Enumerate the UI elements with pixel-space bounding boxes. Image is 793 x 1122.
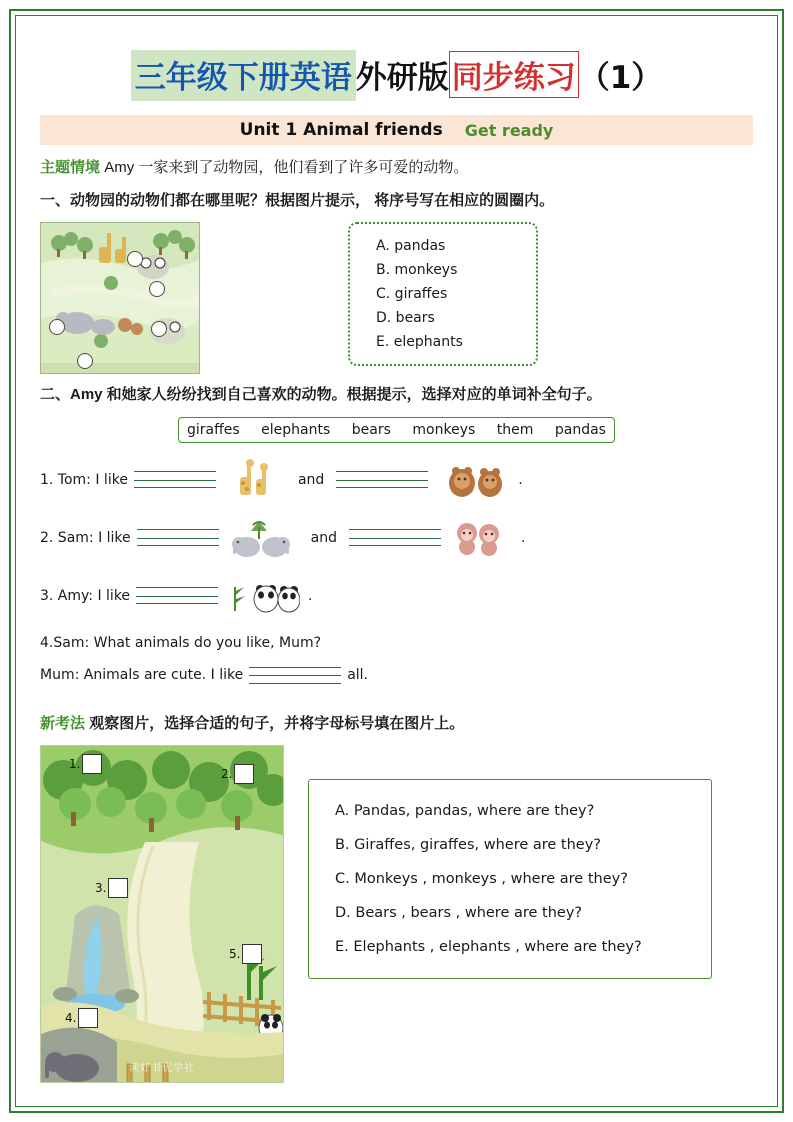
answer-circle-3[interactable] bbox=[151, 321, 167, 337]
forest-scene-image bbox=[40, 745, 284, 1083]
answer-circle-5[interactable] bbox=[49, 319, 65, 335]
watermark: 读好书优学社 bbox=[129, 1062, 195, 1074]
zoo-map-image bbox=[40, 222, 200, 374]
sentence-1-blank-2[interactable] bbox=[336, 471, 428, 488]
option-d[interactable]: D. bears bbox=[376, 310, 435, 326]
sentence-1-period: . bbox=[518, 471, 523, 488]
question-3-tag: 新考法 bbox=[40, 714, 86, 732]
question-3-body bbox=[40, 745, 753, 1083]
marker-5[interactable] bbox=[229, 944, 262, 964]
sentence-3-blank-1[interactable] bbox=[136, 587, 218, 604]
question-1-prompt: 一、动物园的动物们都在哪里呢？根据图片提示， 将序号写在相应的圆圈内。 bbox=[40, 191, 555, 209]
sentence-1-label: 1. Tom: I like bbox=[40, 471, 128, 488]
sentence-2-label: 2. Sam: I like bbox=[40, 529, 131, 546]
sentence-2-blank-1[interactable] bbox=[137, 529, 219, 546]
sentence-5-suffix: all. bbox=[347, 667, 369, 683]
word-bank-item-4[interactable]: monkeys bbox=[412, 421, 476, 438]
sentence-1-conjunction: and bbox=[297, 471, 325, 488]
title-publisher: 外研版 bbox=[355, 60, 449, 96]
answer-circle-4[interactable] bbox=[77, 353, 93, 369]
pandas-image bbox=[228, 575, 300, 617]
situation-text: Amy 一家来到了动物园，他们看到了许多可爱的动物。 bbox=[104, 159, 469, 176]
page-title bbox=[40, 50, 753, 101]
sentence-row-2 bbox=[40, 517, 753, 559]
question-3-prompt bbox=[40, 712, 753, 733]
marker-3-box[interactable] bbox=[108, 878, 128, 898]
marker-4-box[interactable] bbox=[78, 1008, 98, 1028]
marker-2[interactable] bbox=[221, 764, 254, 784]
title-practice: 同步练习 bbox=[449, 51, 579, 98]
sentence-5-prefix: Mum: Animals are cute. I like bbox=[40, 667, 244, 683]
q3-option-c[interactable]: C. Monkeys , monkeys , where are they? bbox=[335, 870, 628, 887]
q3-option-e[interactable]: E. Elephants , elephants , where are they? bbox=[335, 938, 642, 955]
title-number: （1） bbox=[578, 60, 663, 96]
q3-option-b[interactable]: B. Giraffes, giraffes, where are they? bbox=[335, 836, 601, 853]
bears-image bbox=[438, 459, 510, 501]
question-2-prompt: 二、Amy 和她家人纷纷找到自己喜欢的动物。根据提示，选择对应的单词补全句子。 bbox=[40, 386, 602, 403]
marker-1-box[interactable] bbox=[82, 754, 102, 774]
unit-banner bbox=[40, 115, 753, 145]
option-b[interactable]: B. monkeys bbox=[376, 262, 458, 278]
option-c[interactable]: C. giraffes bbox=[376, 286, 448, 302]
monkeys-image bbox=[451, 517, 513, 559]
option-e[interactable]: E. elephants bbox=[376, 334, 463, 350]
option-a[interactable]: A. pandas bbox=[376, 238, 446, 254]
word-bank-item-6[interactable]: pandas bbox=[554, 421, 606, 438]
unit-section: Get ready bbox=[464, 120, 554, 140]
unit-title: Unit 1 Animal friends bbox=[239, 120, 443, 140]
marker-5-box[interactable] bbox=[242, 944, 262, 964]
marker-3[interactable] bbox=[95, 878, 128, 898]
page-content bbox=[10, 10, 783, 1112]
sentence-2-period: . bbox=[521, 529, 526, 546]
marker-2-label: 2. bbox=[221, 766, 233, 781]
word-bank bbox=[178, 417, 615, 443]
situation-line bbox=[40, 157, 753, 180]
giraffe-image bbox=[226, 459, 288, 501]
situation-tag: 主题情境 bbox=[40, 159, 101, 176]
q3-option-a[interactable]: A. Pandas, pandas, where are they? bbox=[335, 802, 595, 819]
marker-1-label: 1. bbox=[69, 756, 81, 771]
word-bank-item-5[interactable]: them bbox=[496, 421, 534, 438]
word-bank-item-1[interactable]: giraffes bbox=[187, 421, 240, 438]
answer-circle-1[interactable] bbox=[127, 251, 143, 267]
title-grade-subject: 三年级下册英语 bbox=[131, 50, 356, 101]
sentence-2-blank-2[interactable] bbox=[349, 529, 441, 546]
sentence-3-period: . bbox=[308, 587, 313, 604]
sentence-row-4: 4.Sam: What animals do you like, Mum? bbox=[40, 634, 322, 651]
sentence-row-1 bbox=[40, 459, 753, 501]
word-bank-item-3[interactable]: bears bbox=[351, 421, 391, 438]
sentence-3-label: 3. Amy: I like bbox=[40, 587, 131, 604]
question-3-text: 观察图片，选择合适的句子，并将字母标号填在图片上。 bbox=[89, 714, 465, 732]
marker-5-label: 5. bbox=[229, 946, 241, 961]
sentence-1-blank-1[interactable] bbox=[134, 471, 216, 488]
forest-scene-illustration bbox=[41, 746, 284, 1083]
answer-circle-2[interactable] bbox=[149, 281, 165, 297]
marker-3-label: 3. bbox=[95, 880, 107, 895]
marker-4[interactable] bbox=[65, 1008, 98, 1028]
question-1-options bbox=[348, 222, 538, 366]
q3-option-d[interactable]: D. Bears , bears , where are they? bbox=[335, 904, 583, 921]
elephants-image bbox=[229, 517, 301, 559]
marker-2-box[interactable] bbox=[234, 764, 254, 784]
sentence-2-conjunction: and bbox=[310, 529, 338, 546]
marker-4-label: 4. bbox=[65, 1010, 77, 1025]
question-3-options bbox=[308, 779, 712, 979]
sentence-row-3 bbox=[40, 575, 753, 617]
sentence-5-blank[interactable] bbox=[249, 667, 341, 684]
sentence-row-5 bbox=[40, 667, 753, 684]
marker-1[interactable] bbox=[69, 754, 102, 774]
zoo-map-illustration bbox=[41, 223, 200, 374]
question-1-body bbox=[40, 222, 753, 374]
word-bank-item-2[interactable]: elephants bbox=[261, 421, 331, 438]
